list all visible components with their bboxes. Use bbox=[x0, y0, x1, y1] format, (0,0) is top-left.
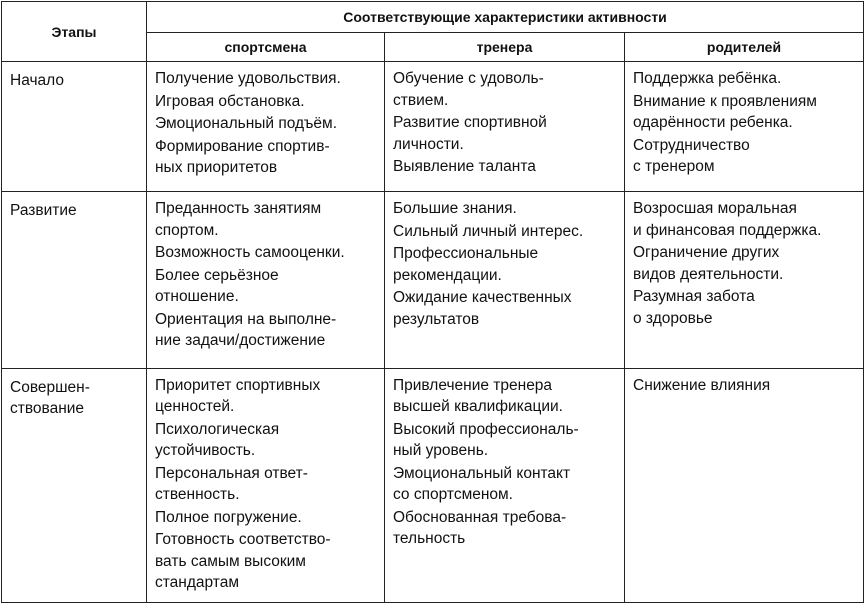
coach-cell bbox=[385, 192, 625, 368]
cell-item: Получение удовольствия. bbox=[155, 70, 341, 87]
stage-cell bbox=[2, 192, 147, 368]
cell-item: Персональная ответ- ственность. bbox=[155, 464, 308, 504]
header-parents: родителей bbox=[625, 33, 864, 62]
cell-item: Поддержка ребёнка. bbox=[633, 70, 782, 87]
stage-label: Развитие bbox=[10, 202, 77, 220]
cell-item: Ожидание качественных результатов bbox=[393, 289, 572, 328]
stage-cell bbox=[2, 368, 147, 602]
cell-item: Полное погружение. bbox=[155, 508, 302, 526]
cell-item: Готовность соответство- вать самым высоким стандартам bbox=[155, 531, 331, 592]
cell-item: Обоснованная требова- тельность bbox=[393, 508, 567, 548]
cell-item: Эмоциональный подъём. bbox=[155, 115, 338, 132]
cell-item: Выявление таланта bbox=[393, 158, 536, 175]
table-row bbox=[2, 368, 864, 602]
cell-item: Возросшая моральная и финансовая поддержка. bbox=[633, 200, 822, 239]
cell-item: Игровая обстановка. bbox=[155, 92, 305, 110]
cell-item: Приоритет спортивных ценностей. bbox=[155, 376, 321, 416]
cell-item: Эмоциональный контакт со спортсменом. bbox=[393, 464, 571, 504]
coach-cell bbox=[385, 368, 625, 602]
cell-item: Привлечение тренера высшей квалификации. bbox=[393, 376, 563, 416]
cell-item: Психологическая устойчивость. bbox=[155, 420, 280, 460]
header-coach: тренера bbox=[385, 33, 625, 62]
cell-item: Обучение с удоволь- ствием. bbox=[393, 70, 544, 109]
cell-item: Более серьёзное отношение. bbox=[155, 266, 279, 306]
parents-cell bbox=[625, 62, 864, 192]
athlete-cell bbox=[147, 62, 385, 192]
parents-cell bbox=[625, 192, 864, 368]
cell-item: Ориентация на выполне- ние задачи/достижение bbox=[155, 310, 337, 350]
cell-item: Внимание к проявлениям одарённости ребенка. bbox=[633, 92, 817, 131]
cell-item: Преданность занятиям спортом. bbox=[155, 200, 322, 239]
cell-item: Формирование спортив- ных приоритетов bbox=[155, 137, 330, 176]
table-row bbox=[2, 62, 864, 192]
coach-cell bbox=[385, 62, 625, 192]
cell-item: Возможность самооценки. bbox=[155, 244, 345, 262]
parents-cell bbox=[625, 368, 864, 602]
cell-item: Снижение влияния bbox=[633, 376, 771, 394]
cell-item: Сотрудничество с тренером bbox=[633, 136, 750, 175]
table-row bbox=[2, 192, 864, 368]
activity-stages-table bbox=[1, 1, 864, 603]
header-athlete: спортсмена bbox=[147, 33, 385, 62]
stage-label: Совершен- ствование bbox=[10, 378, 90, 418]
cell-item: Разумная забота о здоровье bbox=[633, 288, 755, 327]
cell-item: Ограничение других видов деятельности. bbox=[633, 244, 784, 283]
stage-cell bbox=[2, 62, 147, 192]
header-stages: Этапы bbox=[2, 2, 147, 62]
cell-item: Развитие спортивной личности. bbox=[393, 114, 547, 153]
cell-item: Сильный личный интерес. bbox=[393, 222, 584, 240]
cell-item: Профессиональные рекомендации. bbox=[393, 245, 539, 284]
athlete-cell bbox=[147, 368, 385, 602]
athlete-cell bbox=[147, 192, 385, 368]
cell-item: Большие знания. bbox=[393, 200, 517, 218]
cell-item: Высокий профессиональ- ный уровень. bbox=[393, 420, 579, 460]
header-group: Соответствующие характеристики активности bbox=[147, 2, 864, 33]
stage-label: Начало bbox=[10, 72, 65, 89]
